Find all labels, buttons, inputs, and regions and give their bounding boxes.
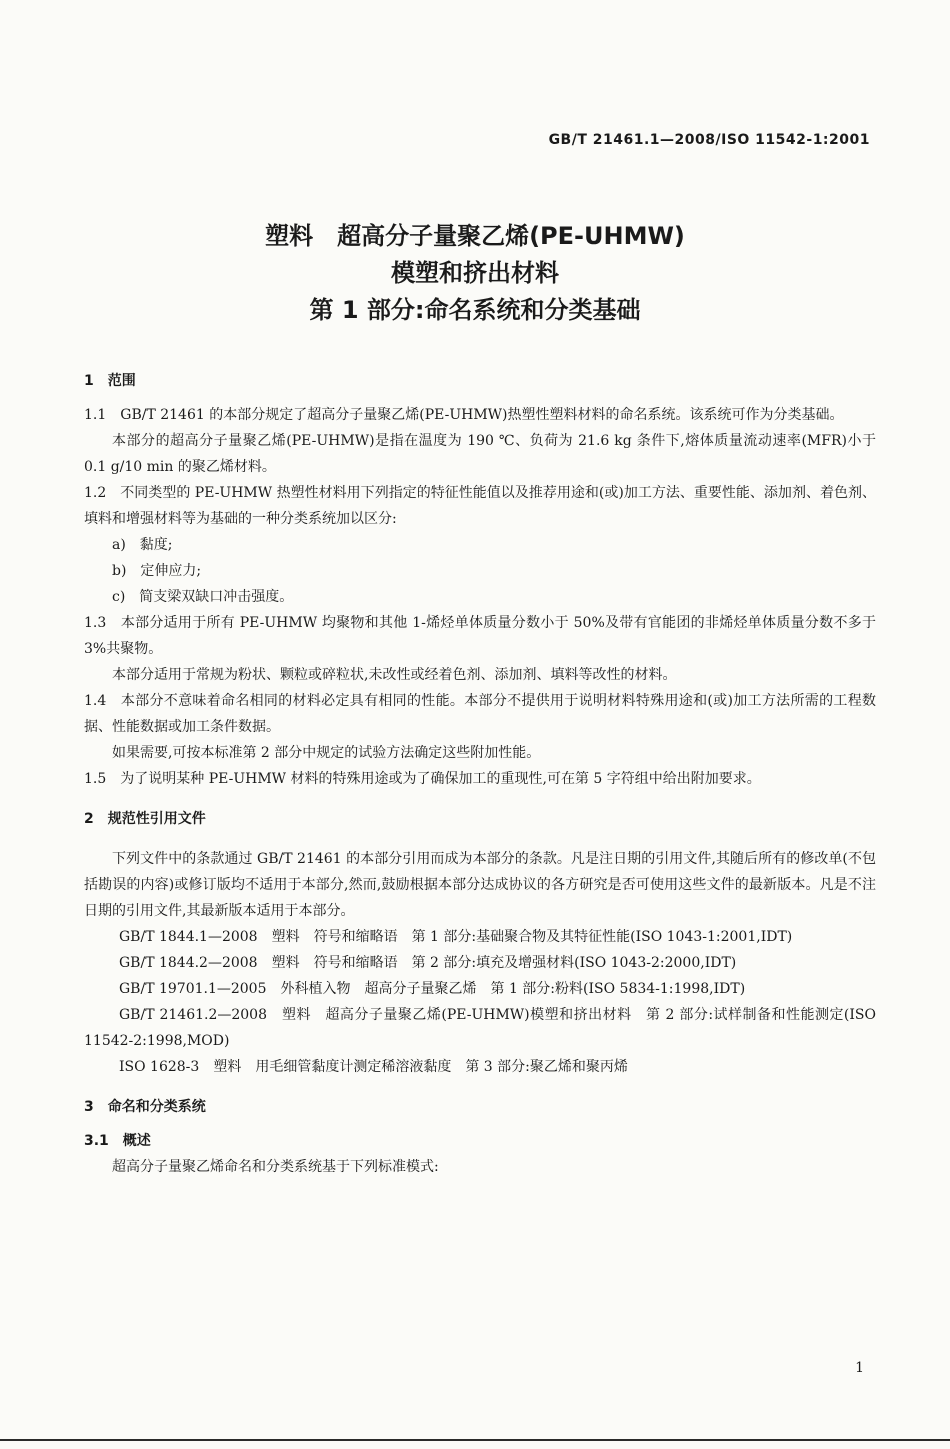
document-title	[0, 218, 950, 329]
reference-item: ISO 1628-3 塑料 用毛细管黏度计测定稀溶液黏度 第 3 部分:聚乙烯和聚丙烯	[119, 1059, 628, 1075]
standard-code: GB/T 21461.1—2008/ISO 11542-1:2001	[548, 132, 870, 148]
list-item-b: b) 定伸应力;	[112, 563, 202, 579]
section-heading-designation-system: 3 命名和分类系统	[84, 1099, 206, 1115]
paragraph-1-5: 1.5 为了说明某种 PE-UHMW 材料的特殊用途或为了确保加工的重现性,可在第 5 字符组中给出附加要求。	[84, 771, 761, 787]
paragraph-1-1: 1.1 GB/T 21461 的本部分规定了超高分子量聚乙烯(PE-UHMW)热塑性塑料材料的命名系统。该系统可作为分类基础。	[84, 407, 844, 423]
reference-item: GB/T 1844.2—2008 塑料 符号和缩略语 第 2 部分:填充及增强材料(ISO 1043-2:2000,IDT)	[119, 955, 737, 971]
reference-item: GB/T 1844.1—2008 塑料 符号和缩略语 第 1 部分:基础聚合物及其特征性能(ISO 1043-1:2001,IDT)	[119, 929, 793, 945]
paragraph-3-1: 超高分子量聚乙烯命名和分类系统基于下列标准模式:	[112, 1159, 439, 1175]
paragraph-1-4: 1.4 本部分不意味着命名相同的材料必定具有相同的性能。本部分不提供用于说明材料特殊用途和(或)加工方法所需的工程数据、性能数据或加工条件数据。	[84, 693, 876, 735]
paragraph-1-1-definition: 本部分的超高分子量聚乙烯(PE-UHMW)是指在温度为 190 ℃、负荷为 21.6 kg 条件下,熔体质量流动速率(MFR)小于 0.1 g/10 min 的聚乙烯材料。	[84, 433, 876, 475]
title-line-2: 模塑和挤出材料	[391, 259, 559, 287]
subsection-heading-general: 3.1 概述	[84, 1133, 151, 1149]
paragraph-1-2: 1.2 不同类型的 PE-UHMW 热塑性材料用下列指定的特征性能值以及推荐用途和(或)加工方法、重要性能、添加剂、着色剂、填料和增强材料等为基础的一种分类系统加以区分:	[84, 485, 876, 527]
reference-item: GB/T 19701.1—2005 外科植入物 超高分子量聚乙烯 第 1 部分:粉料(ISO 5834-1:1998,IDT)	[119, 981, 746, 997]
section-heading-scope: 1 范围	[84, 373, 136, 389]
list-item-a: a) 黏度;	[112, 537, 173, 553]
title-line-3: 第 1 部分:命名系统和分类基础	[309, 296, 641, 324]
page-number: 1	[855, 1360, 864, 1376]
list-item-c: c) 简支梁双缺口冲击强度。	[112, 589, 294, 605]
paragraph-1-3-forms: 本部分适用于常规为粉状、颗粒或碎粒状,未改性或经着色剂、添加剂、填料等改性的材料。	[112, 667, 677, 683]
bottom-rule	[0, 1439, 950, 1441]
references-intro: 下列文件中的条款通过 GB/T 21461 的本部分引用而成为本部分的条款。凡是注日期的引用文件,其随后所有的修改单(不包括勘误的内容)或修订版均不适用于本部分,然而,鼓励根据本部分达成协议的各方研究是否可使用这些文件的最新版本。凡是不注日期的引用文件,其最新版本适用于本部分。	[84, 851, 876, 919]
paragraph-1-3: 1.3 本部分适用于所有 PE-UHMW 均聚物和其他 1-烯烃单体质量分数小于 50%及带有官能团的非烯烃单体质量分数不多于 3%共聚物。	[84, 615, 876, 657]
reference-item: GB/T 21461.2—2008 塑料 超高分子量聚乙烯(PE-UHMW)模塑和挤出材料 第 2 部分:试样制备和性能测定(ISO 11542-2:1998,MOD)	[84, 1007, 876, 1049]
title-line-1: 塑料 超高分子量聚乙烯(PE-UHMW)	[265, 222, 685, 250]
document-body	[84, 368, 876, 1180]
section-heading-normative-references: 2 规范性引用文件	[84, 811, 206, 827]
paragraph-1-4-additional: 如果需要,可按本标准第 2 部分中规定的试验方法确定这些附加性能。	[112, 745, 541, 761]
